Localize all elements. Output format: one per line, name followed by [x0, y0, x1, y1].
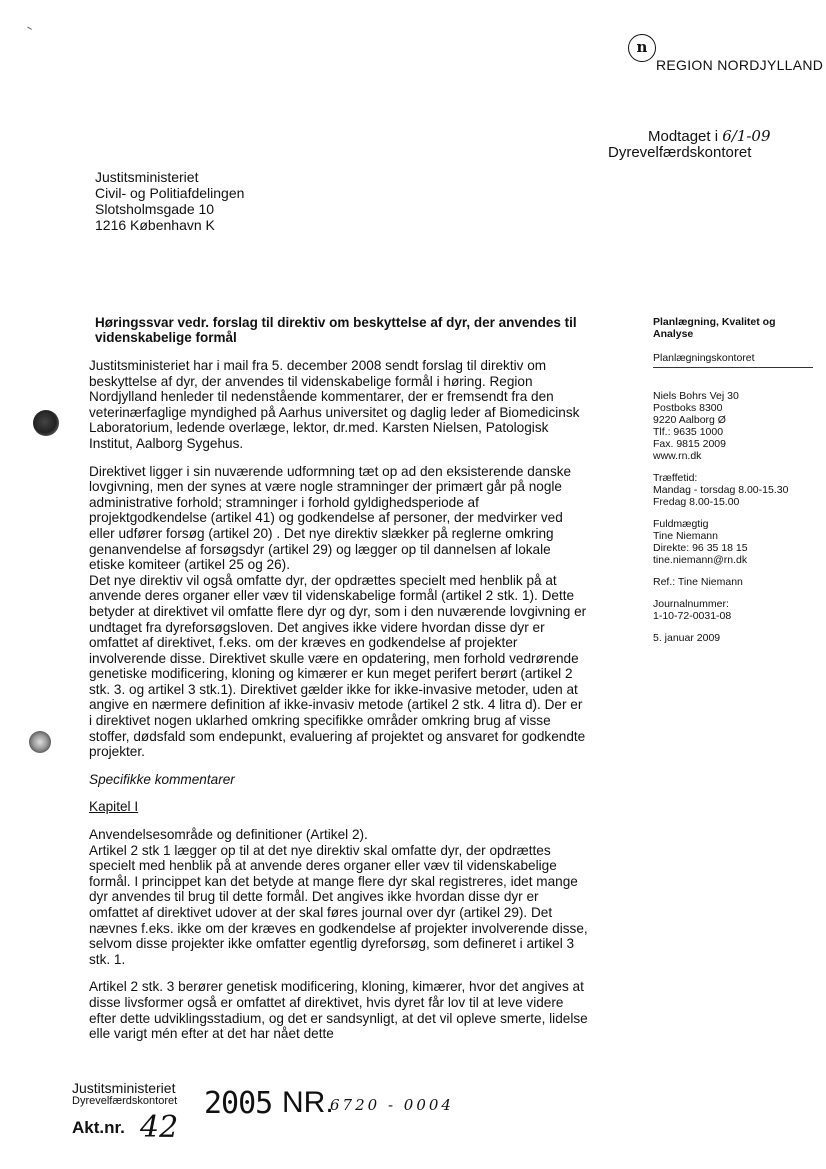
recipient-line: Slotsholmsgade 10 — [95, 201, 215, 217]
recipient-line: 1216 København K — [95, 217, 215, 233]
journal-number: 1-10-72-0031-08 — [653, 610, 732, 622]
hours-line: Mandag - torsdag 8.00-15.30 — [653, 484, 789, 496]
address-line: Niels Bohrs Vej 30 — [653, 390, 739, 402]
archive-case-number: 6720 - 0004 — [330, 1096, 454, 1114]
contact-line: Direkte: 96 35 18 15 — [653, 542, 748, 554]
contact-line: Fuldmægtig — [653, 518, 709, 530]
region-logo-mark: n — [628, 34, 656, 62]
sender-department: Planlægning, Kvalitet og Analyse — [653, 316, 776, 340]
received-date: 6/1-09 — [722, 127, 771, 145]
journal-label: Journalnummer: — [653, 598, 729, 610]
body-paragraph: Artikel 2 stk. 3 berører genetisk modificering, kloning, kimærer, hvor det angives at disse livsformer også er omfattet af direktivet, hvis dyret får lov til at leve videre efter dette udviklingsstadium, og det er sandsynligt, at det vil opleve smerte, lidelse elle varigt mén efter at det har nået dette — [89, 979, 588, 1042]
body-paragraph: Direktivet ligger i sin nuværende udformning tæt op ad den eksisterende danske lovgivning, men der synes at være nogle stramninger der primært går på nogle administrative forhold; stramninger i forhold gyldighedsperiode af projektgodkendelse (artikel 41) og godkendelse af personer, der medvirker ved eller udfører forsøg (artikel 20) . Det nye direktiv slækker på reglerne omkring genanvendelse af forsøgsdyr (artikel 29) og lægger op til dannelsen af lokale etiske komiteer (artikel 25 og 26). — [89, 463, 572, 573]
recipient-line: Civil- og Politiafdelingen — [95, 185, 245, 201]
archive-ministry: Justitsministeriet — [72, 1080, 176, 1096]
contact-line: Tine Niemann — [653, 530, 718, 542]
archive-year: 2005 — [204, 1086, 273, 1121]
sender-address — [653, 390, 813, 462]
received-stamp — [608, 128, 798, 161]
received-office: Dyrevelfærdskontoret — [608, 144, 752, 161]
reference: Ref.: Tine Niemann — [653, 576, 743, 588]
punch-hole — [33, 410, 59, 436]
address-line: Tlf.: 9635 1000 — [653, 426, 724, 438]
scan-speck — [27, 23, 34, 30]
body-paragraph: Artikel 2 stk 1 lægger op til at det nye direktiv skal omfatte dyr, der opdrættes specielt med henblik på at anvende deres organer eller væv til videnskabelige formål. I princippet kan det betyde at mange flere dyr skal registreres, idet mange dyr anvendes til brug til dette formål. Det angives ikke hvordan disse dyr er omfattet af direktivet udover at der skal føres journal over dyr (artikel 29). Det nævnes f.eks. ikke om der kræves en godkendelse af projekter involverende disse, selvom disse projekter ikke omfatter egentlig dyreforsøg, som defineret i artikel 3 stk. 1. — [89, 842, 588, 967]
address-line: Postboks 8300 — [653, 402, 723, 414]
contact-line: tine.niemann@rn.dk — [653, 554, 748, 566]
address-line: 9220 Aalborg Ø — [653, 414, 726, 426]
organization-name: REGION NORDJYLLAND — [656, 57, 824, 73]
section-heading: Specifikke kommentarer — [89, 771, 235, 787]
hours-line: Fredag 8.00-15.00 — [653, 496, 740, 508]
address-line: Fax. 9815 2009 — [653, 438, 726, 450]
archive-akt-label: Akt.nr. — [72, 1118, 125, 1137]
address-line: www.rn.dk — [653, 450, 702, 462]
recipient-line: Justitsministeriet — [95, 169, 199, 185]
archive-office: Dyrevelfærdskontoret — [72, 1095, 178, 1107]
letter-subject: Høringssvar vedr. forslag til direktiv om beskyttelse af dyr, der anvendes til videnskabelige formål — [95, 315, 577, 345]
body-paragraph: Justitsministeriet har i mail fra 5. december 2008 sendt forslag til direktiv om beskyttelse af dyr, der anvendes til videnskabelige formål i høring. Region Nordjylland henleder til nedenstående kommentarer, der er fremsendt fra den veterinærfaglige myndighed på Aarhus universitet og daglig leder af Biomedicinsk Laboratorium, ledende overlæge, lektor, dr.med. Karsten Nielsen, Patologisk Institut, Aalborg Sygehus. — [89, 358, 580, 451]
archive-nr-label: NR. — [282, 1086, 334, 1119]
recipient-address — [95, 169, 244, 233]
received-label: Modtaget i — [648, 128, 719, 145]
archive-stamp — [72, 1080, 492, 1150]
letter-date: 5. januar 2009 — [653, 632, 721, 644]
sender-office: Planlægningskontoret — [653, 352, 813, 368]
body-paragraph: Det nye direktiv vil også omfatte dyr, der opdrættes specielt med henblik på at anvende deres organer eller væv til videnskabelige formål (artikel 2 stk. 1). Dette betyder at direktivet vil omfatte flere dyr og dyr, som i den nuværende lovgivning er undtaget fra dyreforsøgsloven. Det angives ikke videre hvordan disse dyr er omfattet af direktivet, f.eks. om der kræves en godkendelse af projekter involverende disse. Direktivet skulle være en opdatering, men forhold vedrørende genetiske modificering, kloning og kimærer er kun meget perifert berørt (artikel 2 stk. 3. og artikel 3 stk.1). Direktivet gælder ikke for ikke-invasive metoder, uden at angive en nærmere definition af ikke-invasiv metode (artikel 2 stk. 4 litra d). Der er i direktivet nogen uklarhed omkring specifikke områder omkring brug af visse stoffer, dødsfald som endepunkt, evaluering af projektet og ansvaret for godkendte projekter. — [89, 572, 587, 760]
hours-line: Træffetid: — [653, 472, 698, 484]
region-logo — [628, 30, 826, 78]
office-hours — [653, 472, 813, 508]
sender-sidebar — [653, 316, 813, 644]
chapter-heading: Kapitel I — [89, 799, 139, 815]
body-paragraph: Anvendelsesområde og definitioner (Artikel 2). — [89, 827, 368, 843]
archive-akt-number: 42 — [140, 1110, 179, 1145]
punch-hole — [29, 731, 51, 753]
letter-body — [89, 358, 589, 1054]
contact-person — [653, 518, 813, 566]
